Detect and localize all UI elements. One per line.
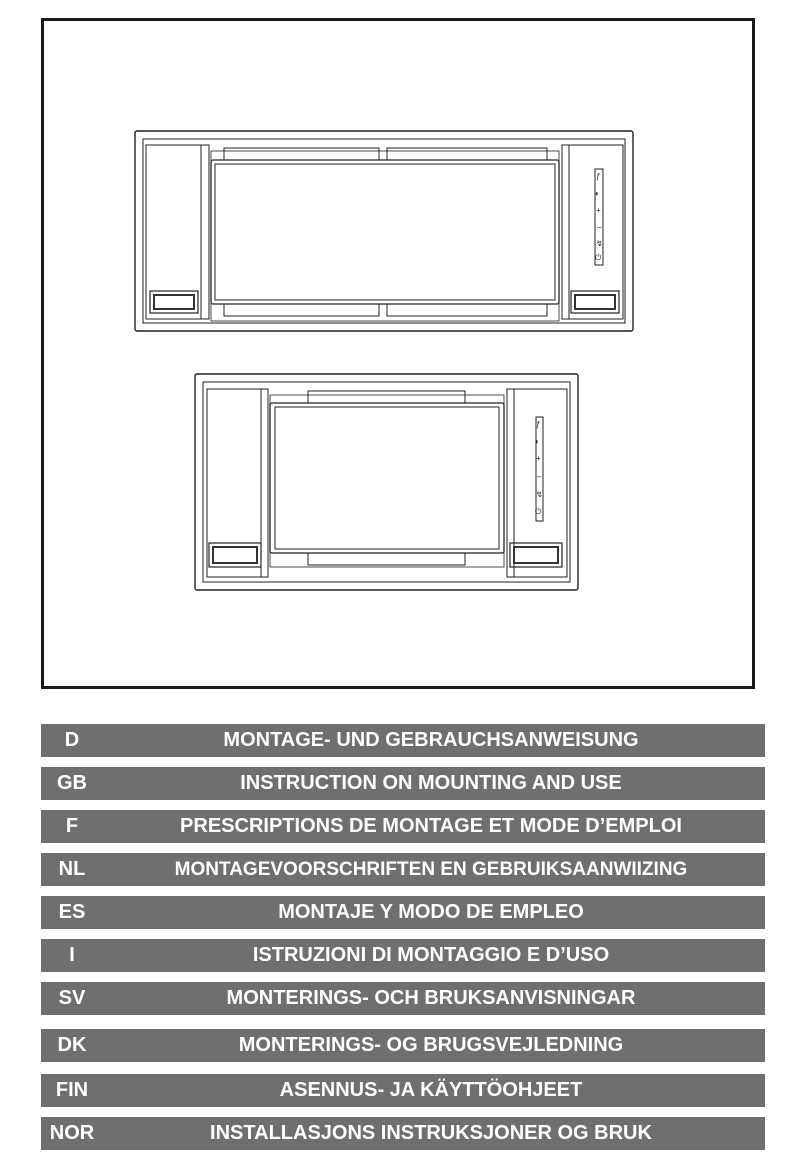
language-code: F [65,815,79,837]
language-title: PRESCRIPTIONS DE MONTAGE ET MODE D’EMPLOI [180,815,682,837]
language-row-es[interactable] [41,896,765,929]
language-row-nl[interactable] [41,853,765,886]
minus-icon[interactable]: – [597,223,602,232]
minus-icon[interactable]: – [537,472,542,481]
language-code: NOR [49,1122,95,1144]
language-title: MONTERINGS- OG BRUGSVEJLEDNING [238,1034,624,1056]
power-icon[interactable]: ⏻ [535,507,542,516]
plus-icon[interactable]: + [596,206,601,215]
language-title: MONTERINGS- OCH BRUKSANVISNINGAR [226,987,636,1009]
language-title: MONTAJE Y MODO DE EMPLEO [278,901,584,923]
boost-icon[interactable]: ↯ [596,239,603,248]
language-code: DK [57,1034,87,1056]
language-code: SV [58,987,86,1009]
language-title: ISTRUZIONI DI MONTAGGIO E D’USO [252,944,610,966]
hood-drawing [44,21,752,686]
language-row-fin[interactable] [41,1074,765,1107]
language-title: INSTRUCTION ON MOUNTING AND USE [240,772,622,794]
language-code: NL [58,858,86,880]
language-row-sv[interactable] [41,982,765,1015]
language-code: D [64,729,80,751]
light-icon[interactable]: ◐ [595,189,600,198]
language-row-nor[interactable] [41,1117,765,1150]
language-code: I [69,944,75,966]
language-code: FIN [55,1079,89,1101]
language-code: ES [58,901,86,923]
language-row-dk[interactable] [41,1029,765,1062]
language-row-gb[interactable] [41,767,765,800]
language-title: MONTAGE- UND GEBRAUCHSANWEISUNG [223,729,639,751]
language-row-d[interactable] [41,724,765,757]
language-code: GB [57,772,87,794]
power-icon[interactable]: ⏻ [595,253,602,262]
large-hood-drawing [135,131,633,331]
language-title: MONTAGEVOORSCHRIFTEN EN GEBRUIKSAANWIIZING [174,859,688,880]
product-illustration-frame [41,18,755,689]
language-title: INSTALLASJONS INSTRUKSJONER OG BRUK [210,1122,652,1144]
language-title: ASENNUS- JA KÄYTTÖOHJEET [279,1079,583,1101]
boost-icon[interactable]: ↯ [536,490,543,499]
language-row-f[interactable] [41,810,765,843]
language-row-i[interactable] [41,939,765,972]
fan-icon[interactable]: ƒ [596,172,601,181]
small-hood-drawing [195,374,578,590]
fan-icon[interactable]: ƒ [536,420,541,429]
light-icon[interactable]: ◐ [535,437,540,446]
plus-icon[interactable]: + [536,454,541,463]
